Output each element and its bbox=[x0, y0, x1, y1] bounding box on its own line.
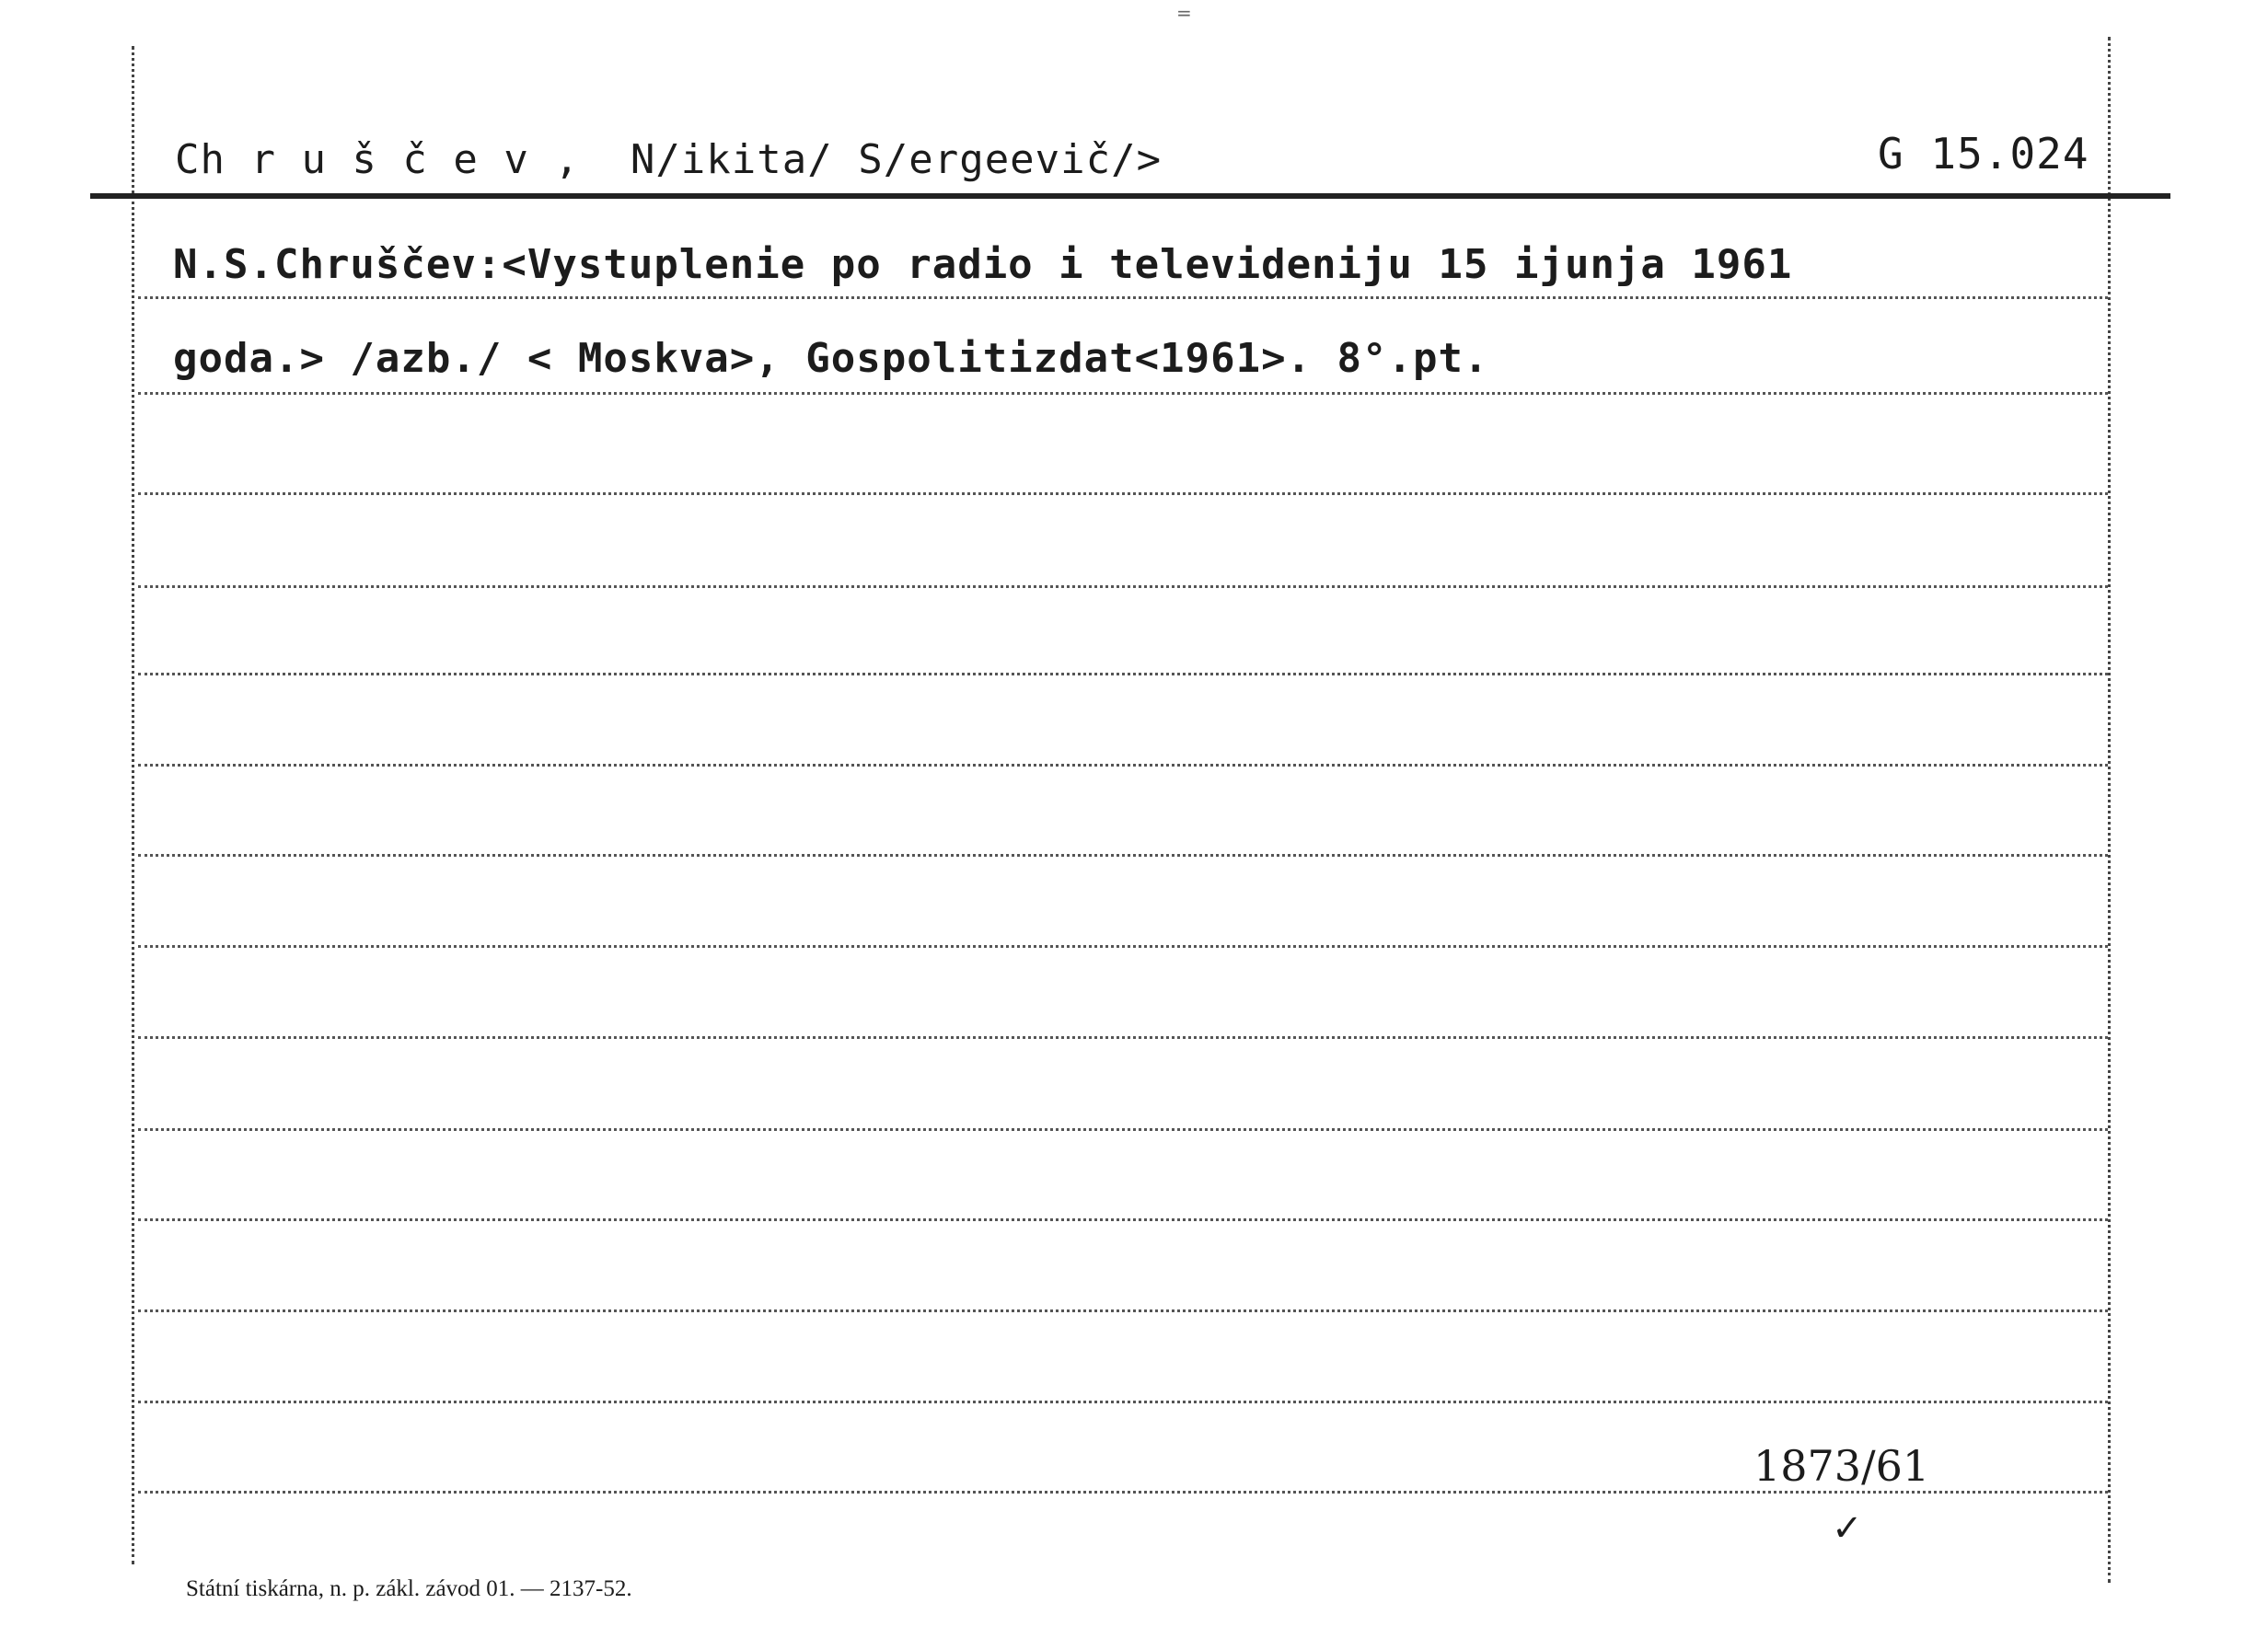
ruled-line bbox=[138, 764, 2108, 767]
author-heading: Ch r u š č e v , N/ikita/ S/ergeevič/> bbox=[175, 136, 1163, 183]
top-punch-mark: = bbox=[1176, 2, 1192, 24]
ruled-line bbox=[138, 585, 2108, 588]
check-mark: ✓ bbox=[1832, 1507, 1863, 1550]
description-line-1: N.S.Chruščev:<Vystuplenie po radio i televideniju 15 ijunja 1961 bbox=[173, 241, 1793, 288]
accession-number: 1873/61 bbox=[1753, 1441, 1930, 1491]
ruled-line bbox=[138, 1218, 2108, 1221]
ruled-line bbox=[138, 492, 2108, 495]
ruled-line bbox=[138, 854, 2108, 857]
description-line-2: goda.> /azb./ < Moskva>, Gospolitizdat<1961>. 8°.pt. bbox=[173, 335, 1489, 382]
ruled-line bbox=[138, 1128, 2108, 1131]
ruled-line bbox=[138, 296, 2108, 299]
ruled-line bbox=[138, 392, 2108, 395]
ruled-line bbox=[138, 1401, 2108, 1403]
ruled-line bbox=[138, 1309, 2108, 1312]
printer-imprint: Státní tiskárna, n. p. zákl. závod 01. — 2137-52. bbox=[186, 1576, 632, 1601]
right-margin-line bbox=[2108, 37, 2111, 1583]
call-number: G 15.024 bbox=[1878, 129, 2089, 179]
ruled-line bbox=[138, 1491, 2108, 1494]
left-margin-line bbox=[132, 46, 134, 1564]
heading-rule bbox=[90, 193, 2170, 199]
ruled-line bbox=[138, 945, 2108, 948]
ruled-line bbox=[138, 673, 2108, 675]
ruled-line bbox=[138, 1036, 2108, 1039]
